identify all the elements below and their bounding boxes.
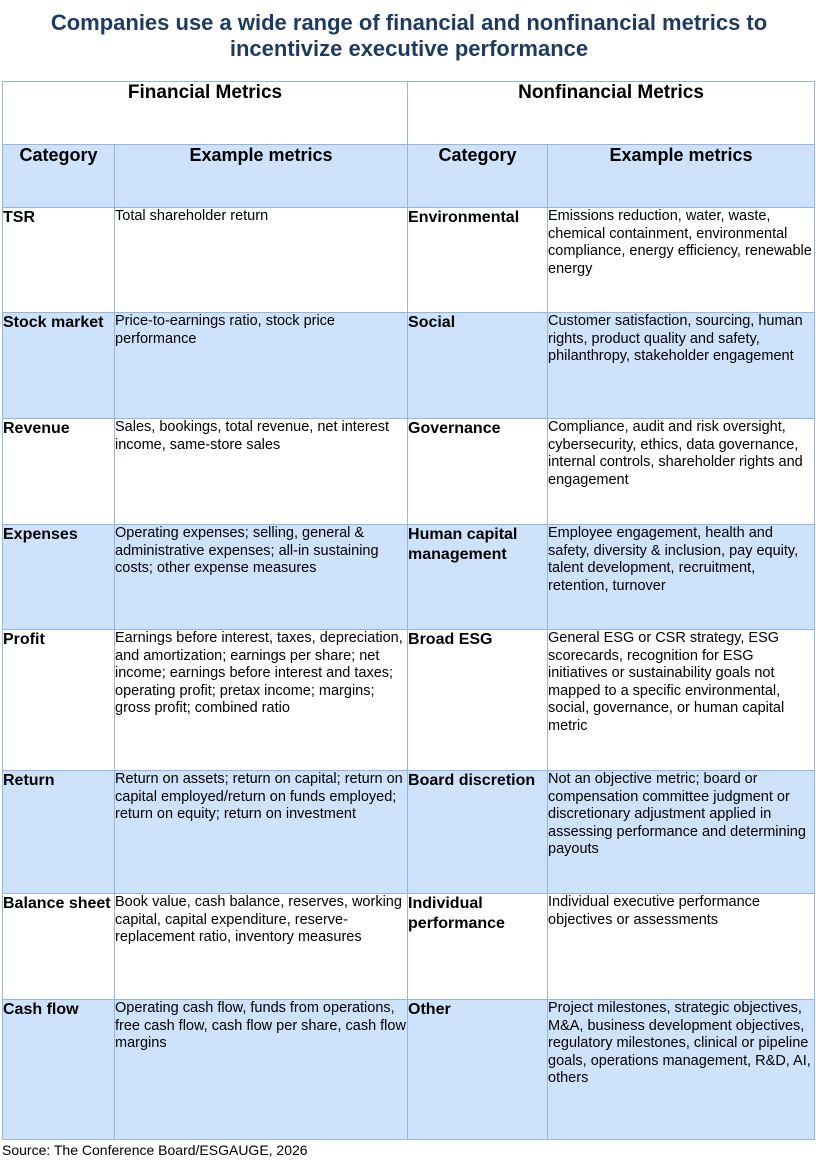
nonfinancial-category: Other	[408, 1000, 548, 1140]
table-row	[3, 419, 815, 525]
nonfinancial-examples-header: Example metrics	[548, 145, 815, 208]
financial-examples: Earnings before interest, taxes, depreciation, and amortization; earnings per share; net income; earnings before interest and taxes; operating profit; pretax income; margins; gross profit; combined ratio	[115, 630, 408, 771]
financial-category-header: Category	[3, 145, 115, 208]
table-row	[3, 525, 815, 630]
financial-examples: Price-to-earnings ratio, stock price performance	[115, 313, 408, 419]
financial-examples: Operating cash flow, funds from operations, free cash flow, cash flow per share, cash flow margins	[115, 1000, 408, 1140]
financial-examples: Sales, bookings, total revenue, net interest income, same-store sales	[115, 419, 408, 525]
nonfinancial-examples: Emissions reduction, water, waste, chemical containment, environmental compliance, energy efficiency, renewable energy	[548, 208, 815, 313]
nonfinancial-category: Social	[408, 313, 548, 419]
financial-examples: Book value, cash balance, reserves, working capital, capital expenditure, reserve-replacement ratio, inventory measures	[115, 894, 408, 1000]
financial-category: Revenue	[3, 419, 115, 525]
nonfinancial-category: Environmental	[408, 208, 548, 313]
nonfinancial-category: Individual performance	[408, 894, 548, 1000]
financial-examples: Return on assets; return on capital; return on capital employed/return on funds employed; return on equity; return on investment	[115, 771, 408, 894]
nonfinancial-category: Human capital management	[408, 525, 548, 630]
nonfinancial-category-header: Category	[408, 145, 548, 208]
nonfinancial-category: Governance	[408, 419, 548, 525]
nonfinancial-category: Broad ESG	[408, 630, 548, 771]
page-title: Companies use a wide range of financial and nonfinancial metrics to incentivize executive performance	[50, 10, 768, 61]
financial-category: Profit	[3, 630, 115, 771]
table-row	[3, 1000, 815, 1140]
nonfinancial-examples: Not an objective metric; board or compensation committee judgment or discretionary adjustment applied in assessing performance and determining payouts	[548, 771, 815, 894]
table-row	[3, 771, 815, 894]
nonfinancial-examples: Compliance, audit and risk oversight, cybersecurity, ethics, data governance, internal controls, shareholder rights and engagement	[548, 419, 815, 525]
table-row	[3, 208, 815, 313]
nonfinancial-examples: Employee engagement, health and safety, diversity & inclusion, pay equity, talent development, recruitment, retention, turnover	[548, 525, 815, 630]
source-note: Source: The Conference Board/ESGAUGE, 2026	[2, 1142, 308, 1158]
nonfinancial-category: Board discretion	[408, 771, 548, 894]
financial-examples: Operating expenses; selling, general & administrative expenses; all-in sustaining costs; other expense measures	[115, 525, 408, 630]
table-row	[3, 894, 815, 1000]
nonfinancial-examples: General ESG or CSR strategy, ESG scorecards, recognition for ESG initiatives or sustainability goals not mapped to a specific environmental, social, governance, or human capital metric	[548, 630, 815, 771]
table-row	[3, 313, 815, 419]
group-header-row	[3, 82, 815, 145]
nonfinancial-examples: Customer satisfaction, sourcing, human rights, product quality and safety, philanthropy, stakeholder engagement	[548, 313, 815, 419]
financial-category: Balance sheet	[3, 894, 115, 1000]
financial-category: TSR	[3, 208, 115, 313]
financial-category: Stock market	[3, 313, 115, 419]
financial-examples: Total shareholder return	[115, 208, 408, 313]
financial-category: Cash flow	[3, 1000, 115, 1140]
metrics-table	[2, 81, 815, 1140]
financial-category: Expenses	[3, 525, 115, 630]
nonfinancial-examples: Project milestones, strategic objectives, M&A, business development objectives, regulatory milestones, clinical or pipeline goals, operations management, R&D, AI, others	[548, 1000, 815, 1140]
financial-examples-header: Example metrics	[115, 145, 408, 208]
column-header-row	[3, 145, 815, 208]
nonfinancial-examples: Individual executive performance objectives or assessments	[548, 894, 815, 1000]
financial-metrics-header: Financial Metrics	[3, 82, 408, 145]
table-row	[3, 630, 815, 771]
nonfinancial-metrics-header: Nonfinancial Metrics	[408, 82, 815, 145]
financial-category: Return	[3, 771, 115, 894]
